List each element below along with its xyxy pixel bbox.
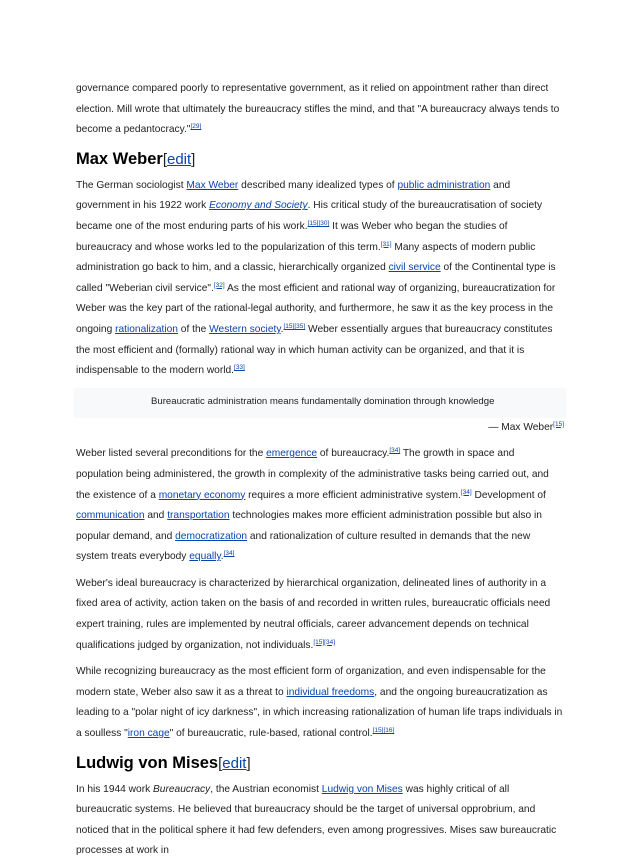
reference-link[interactable]: [15] — [372, 727, 384, 735]
reference-link[interactable]: [33] — [234, 364, 245, 372]
quote-text: Bureaucratic administration means fundamentally domination through knowledge — [151, 395, 495, 407]
link-rationalization[interactable]: rationalization — [115, 323, 178, 335]
reference-link[interactable]: [32] — [213, 281, 225, 289]
reference — [190, 123, 201, 130]
reference-link[interactable]: [15] — [307, 219, 319, 227]
link-iron-cage[interactable]: iron cage — [127, 728, 170, 740]
heading-text: Max Weber — [76, 149, 163, 168]
section-heading-ludwig-von-mises: Ludwig von Mises[edit] — [76, 753, 251, 772]
link-individual-freedoms[interactable]: individual freedoms — [286, 686, 375, 698]
link-economy-and-society[interactable]: Economy and Society — [209, 200, 308, 212]
reference-link[interactable]: [30] — [318, 219, 330, 227]
article-body — [76, 79, 564, 868]
link-ludwig-von-mises[interactable]: Ludwig von Mises — [321, 783, 403, 795]
link-transportation[interactable]: transportation — [167, 510, 230, 522]
link-civil-service[interactable]: civil service — [388, 262, 441, 274]
reference-link[interactable]: [29] — [190, 123, 202, 131]
reference-link[interactable]: [15] — [553, 420, 564, 428]
weber-paragraph-1: The German sociologist Max Weber described many idealized types of public administration and government in his 1922 work Economy and Society. His critical study of the bureaucratisation of society became one of the most enduring parts of his work.[15][30] It was Weber who began the studies of bureaucracy and whose works led to the popularization of this term.[31] Many aspects of modern public administration go back to him, and a classic, hierarchically organized civil service of the Continental type is called "Weberian civil service".[32] As the most efficient and rational way of organizing, bureaucratization for Weber was the key part of the rational-legal authority, and furthermore, he saw it as the key process in the ongoing rationalization of the Western society.[15][35] Weber essentially argues that bureaucracy constitutes the most efficient and (formally) rational way in which human activity can be organized, and that it is indispensable to the modern world.[33] — [76, 179, 556, 377]
link-emergence[interactable]: emergence — [266, 448, 318, 460]
weber-paragraph-4: While recognizing bureaucracy as the most efficient form of organization, and even indispensable for the modern state, Weber also saw it as a threat to individual freedoms, and the ongoing bureaucratization as leading to a "polar night of icy darkness", in which increasing rationalization of human life traps individuals in a soulless "iron cage" of bureaucratic, rule-based, rational control.[15][16] — [76, 666, 563, 740]
mises-paragraph-1: In his 1944 work Bureaucracy, the Austrian economist Ludwig von Mises was highly critical of all bureaucratic systems. He believed that bureaucracy should be the target of universal opprobrium, and noticed that in the political sphere it had few defenders, even among progressives. Mises saw bureaucratic processes at work in — [76, 783, 557, 857]
weber-paragraph-3: Weber's ideal bureaucracy is characterized by hierarchical organization, delineated lines of authority in a fixed area of activity, action taken on the basis of and recorded in written rules, bureaucratic officials need expert training, rules are implemented by neutral officials, career advancement depends on technical qualifications judged by organization, not individuals.[15][34] — [76, 577, 551, 651]
text: governance compared poorly to representative government, as it relied on appointment rather than direct election. Mill wrote that ultimately the bureaucracy stifles the mind, and that "A bureaucracy always tends to become a pedantocracy." — [76, 83, 560, 136]
reference-link[interactable]: [34] — [389, 447, 401, 455]
link-max-weber[interactable]: Max Weber — [186, 179, 239, 191]
reference-link[interactable]: [34] — [223, 550, 235, 558]
link-western-society[interactable]: Western society — [209, 323, 281, 335]
link-equally[interactable]: equally — [189, 551, 221, 563]
heading-text: Ludwig von Mises — [76, 753, 219, 772]
edit-link[interactable]: edit — [222, 754, 247, 772]
section-heading-max-weber: Max Weber[edit] — [76, 149, 196, 168]
book-title: Bureaucracy — [153, 783, 211, 795]
reference-link[interactable]: [15] — [283, 322, 295, 330]
link-public-administration[interactable]: public administration — [397, 179, 491, 191]
intro-paragraph — [76, 79, 564, 141]
reference-link[interactable]: [31] — [380, 240, 392, 248]
weber-paragraph-2: Weber listed several preconditions for the emergence of bureaucracy.[34] The growth in space and population being administered, the growth in complexity of the administrative tasks being carried out, and the existence of a monetary economy requires a more efficient administrative system.[34] Development of communication and transportation technologies makes more efficient administration possible but also in popular demand, and democratization and rationalization of culture resulted in demands that the new system treats everybody equally.[34] — [76, 447, 549, 563]
reference-link[interactable]: [34] — [460, 488, 472, 496]
link-democratization[interactable]: democratization — [175, 530, 248, 542]
reference-link[interactable]: [34] — [324, 638, 335, 646]
edit-link[interactable]: edit — [166, 150, 192, 168]
link-communication[interactable]: communication — [76, 510, 145, 522]
blockquote — [74, 388, 566, 418]
quote-citation: — Max Weber[15] — [488, 420, 564, 433]
reference-link[interactable]: [35] — [294, 322, 306, 330]
reference-link[interactable]: [16] — [383, 727, 395, 735]
link-monetary-economy[interactable]: monetary economy — [158, 489, 246, 501]
reference-link[interactable]: [15] — [313, 638, 325, 646]
